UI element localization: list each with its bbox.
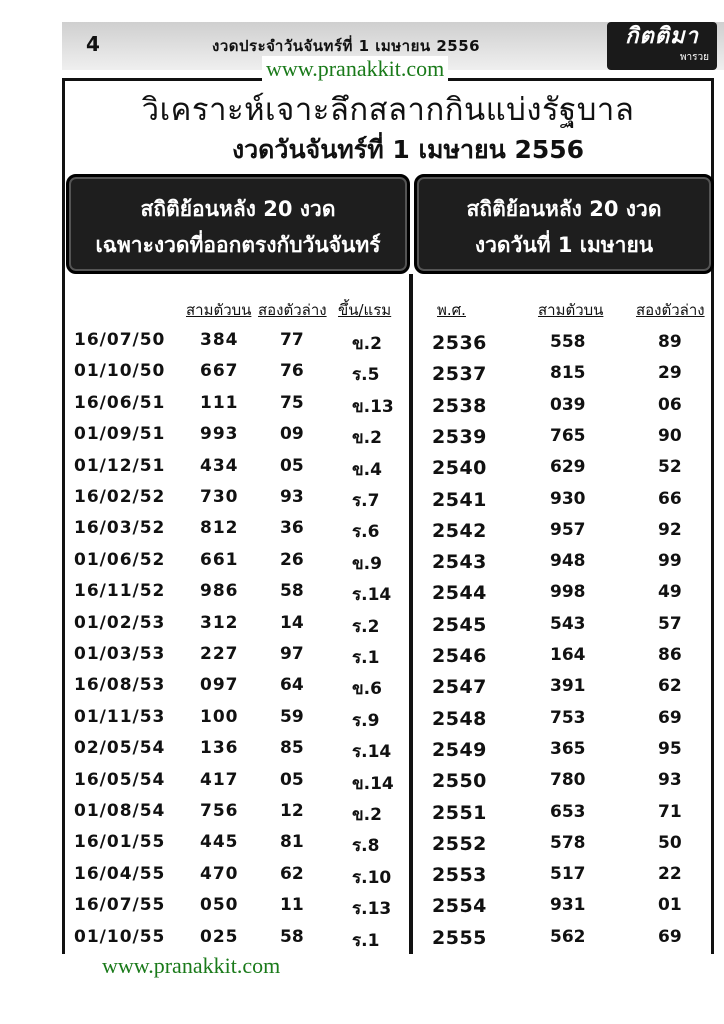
right-header-three-top: สามตัวบน [538,301,604,319]
three-digit-top: 111 [200,392,239,413]
draw-year: 2539 [432,425,487,448]
two-digit-bottom: 66 [658,488,682,509]
two-digit-bottom: 26 [280,549,304,570]
three-digit-top: 957 [550,519,586,540]
draw-year: 2547 [432,676,487,699]
three-digit-top: 986 [200,581,239,602]
moon-phase: ข.2 [352,334,382,354]
right-table-row [0,426,720,457]
draw-year: 2555 [432,926,487,949]
brand-logo [607,22,717,70]
three-digit-top: 815 [550,363,586,384]
right-table-row [0,770,720,801]
two-digit-bottom: 49 [658,582,682,603]
two-digit-bottom: 36 [280,518,304,539]
two-digit-bottom: 62 [658,676,682,697]
three-digit-top: 445 [200,832,239,853]
three-digit-top: 312 [200,612,239,633]
draw-year: 2554 [432,895,487,918]
two-digit-bottom: 93 [280,487,304,507]
two-digit-bottom: 50 [658,832,682,853]
three-digit-top: 434 [200,455,239,476]
draw-date: 01/08/54 [74,801,166,821]
right-table-row [0,582,720,613]
two-digit-bottom: 92 [658,519,682,540]
draw-date: 16/01/55 [74,832,166,853]
draw-date: 16/07/55 [74,895,166,916]
draw-year: 2552 [432,832,487,855]
draw-year: 2544 [432,582,487,605]
draw-year: 2545 [432,613,487,636]
three-digit-top: 164 [550,645,586,665]
draw-date: 16/04/55 [74,863,166,884]
left-banner-line1: สถิติย้อนหลัง 20 งวด [140,197,336,221]
two-digit-bottom: 99 [658,551,682,572]
moon-phase: ร.9 [352,710,380,731]
moon-phase: ร.2 [352,616,380,637]
right-table-row [0,864,720,895]
three-digit-top: 993 [200,424,239,445]
right-table-row [0,363,720,394]
three-digit-top: 562 [550,926,586,947]
right-table-row [0,708,720,739]
two-digit-bottom: 85 [280,738,304,759]
draw-year: 2543 [432,551,487,574]
two-digit-bottom: 95 [658,738,682,759]
two-digit-bottom: 05 [280,455,304,476]
draw-year: 2540 [432,457,487,480]
left-banner [66,174,410,274]
logo-text: กิตติมา [625,24,699,49]
right-table-row [0,489,720,520]
moon-phase: ข.6 [352,679,382,700]
three-digit-top: 097 [200,675,239,696]
moon-phase: ร.8 [352,836,380,857]
three-digit-top: 730 [200,487,239,507]
right-table-row [0,392,720,426]
two-digit-bottom: 64 [280,675,304,696]
three-digit-top: 948 [550,551,586,572]
right-table-row [0,551,720,582]
three-digit-top: 227 [200,644,239,664]
two-digit-bottom: 69 [658,926,682,947]
two-digit-bottom: 52 [658,457,682,478]
draw-date: 01/06/52 [74,549,166,570]
draw-date: 01/09/51 [74,424,166,445]
moon-phase: ร.1 [352,648,380,668]
draw-year: 2553 [432,864,487,887]
three-digit-top: 931 [550,895,586,916]
right-table-row [0,457,720,488]
page-number: 4 [86,32,100,56]
moon-phase: ร.14 [352,585,392,606]
right-table-row [0,676,720,707]
two-digit-bottom: 58 [280,926,304,947]
draw-year: 2546 [432,645,487,667]
moon-phase: ร.5 [352,365,380,386]
right-table-row [0,614,720,645]
two-digit-bottom: 11 [280,895,304,916]
two-digit-bottom: 75 [280,392,304,413]
moon-phase: ข.14 [352,773,394,794]
two-digit-bottom: 57 [658,613,682,634]
draw-year: 2549 [432,738,487,761]
three-digit-top: 578 [550,832,586,853]
two-digit-bottom: 29 [658,363,682,384]
three-digit-top: 384 [200,330,239,350]
draw-date: 01/10/50 [74,361,166,382]
two-digit-bottom: 09 [280,424,304,445]
three-digit-top: 470 [200,863,239,884]
two-digit-bottom: 05 [280,769,304,790]
draw-date: 01/03/53 [74,644,166,664]
two-digit-bottom: 14 [280,612,304,633]
right-banner-line2: งวดวันที่ 1 เมษายน [474,233,654,257]
two-digit-bottom: 81 [280,832,304,853]
draw-date: 01/12/51 [74,455,166,476]
left-header-two-bottom: สองตัวล่าง [258,301,327,319]
watermark-top: www.pranakkit.com [262,56,448,82]
draw-year: 2538 [432,394,487,417]
three-digit-top: 039 [550,394,586,415]
three-digit-top: 558 [550,332,586,352]
two-digit-bottom: 69 [658,707,682,728]
moon-phase: ร.1 [352,930,380,951]
draw-year: 2548 [432,707,487,730]
two-digit-bottom: 86 [658,645,682,665]
three-digit-top: 050 [200,895,239,916]
two-digit-bottom: 76 [280,361,304,382]
draw-year: 2537 [432,363,487,386]
moon-phase: ร.7 [352,491,380,511]
two-digit-bottom: 97 [280,644,304,664]
two-digit-bottom: 71 [658,801,682,822]
draw-date: 16/11/52 [74,581,166,602]
left-header-three-top: สามตัวบน [186,301,252,319]
right-table-row [0,802,720,833]
three-digit-top: 391 [550,676,586,697]
moon-phase: ร.6 [352,522,380,543]
two-digit-bottom: 01 [658,895,682,916]
three-digit-top: 136 [200,738,239,759]
two-digit-bottom: 06 [658,394,682,415]
draw-date: 16/06/51 [74,392,166,413]
draw-date: 16/08/53 [74,675,166,696]
three-digit-top: 753 [550,707,586,728]
two-digit-bottom: 90 [658,425,682,446]
three-digit-top: 756 [200,801,239,821]
issue-title: งวดประจำวันจันทร์ที่ 1 เมษายน 2556 [212,37,481,55]
left-header-moon-phase: ขึ้น/แรม [338,301,392,319]
draw-date: 16/02/52 [74,487,166,507]
draw-year: 2541 [432,488,487,511]
three-digit-top: 629 [550,457,586,478]
draw-date: 16/07/50 [74,330,166,350]
two-digit-bottom: 89 [658,332,682,352]
right-header-two-bottom: สองตัวล่าง [636,301,705,319]
right-table-row [0,520,720,551]
draw-year: 2536 [432,332,487,354]
right-table-row [0,833,720,864]
three-digit-top: 661 [200,549,239,570]
draw-date: 01/10/55 [74,926,166,947]
right-table-row [0,739,720,770]
logo-subtext: พารวย [679,52,709,63]
three-digit-top: 998 [550,582,586,603]
draw-date: 01/11/53 [74,706,166,727]
moon-phase: ข.4 [352,459,382,480]
three-digit-top: 780 [550,770,586,791]
two-digit-bottom: 62 [280,863,304,884]
watermark-bottom: www.pranakkit.com [98,953,284,979]
three-digit-top: 517 [550,864,586,885]
two-digit-bottom: 22 [658,864,682,885]
draw-date: 01/02/53 [74,612,166,633]
three-digit-top: 667 [200,361,239,382]
moon-phase: ร.14 [352,742,392,763]
right-banner-line1: สถิติย้อนหลัง 20 งวด [466,197,662,221]
main-title: วิเคราะห์เจาะลึกสลากกินแบ่งรัฐบาล [141,92,635,128]
draw-date: 16/03/52 [74,518,166,539]
draw-date: 02/05/54 [74,738,166,759]
three-digit-top: 365 [550,738,586,759]
three-digit-top: 930 [550,488,586,509]
right-header-year: พ.ศ. [437,301,466,319]
two-digit-bottom: 77 [280,330,304,350]
draw-date: 16/05/54 [74,769,166,790]
two-digit-bottom: 12 [280,801,304,821]
draw-year: 2542 [432,519,487,542]
three-digit-top: 025 [200,926,239,947]
moon-phase: ข.9 [352,553,382,574]
two-digit-bottom: 59 [280,706,304,727]
two-digit-bottom: 93 [658,770,682,791]
right-table-row [0,645,720,676]
three-digit-top: 543 [550,613,586,634]
moon-phase: ข.2 [352,805,382,825]
moon-phase: ร.13 [352,899,392,920]
two-digit-bottom: 58 [280,581,304,602]
three-digit-top: 653 [550,801,586,822]
left-banner-line2: เฉพาะงวดที่ออกตรงกับวันจันทร์ [95,233,381,257]
right-table-row [0,332,720,363]
moon-phase: ร.10 [352,867,392,888]
three-digit-top: 100 [200,706,239,727]
three-digit-top: 417 [200,769,239,790]
draw-year: 2551 [432,801,487,824]
three-digit-top: 812 [200,518,239,539]
three-digit-top: 765 [550,425,586,446]
right-banner [414,174,714,274]
draw-year: 2550 [432,770,487,793]
right-table-row [0,895,720,926]
moon-phase: ข.13 [352,396,394,417]
moon-phase: ข.2 [352,428,382,449]
sub-title: งวดวันจันทร์ที่ 1 เมษายน 2556 [231,135,585,164]
